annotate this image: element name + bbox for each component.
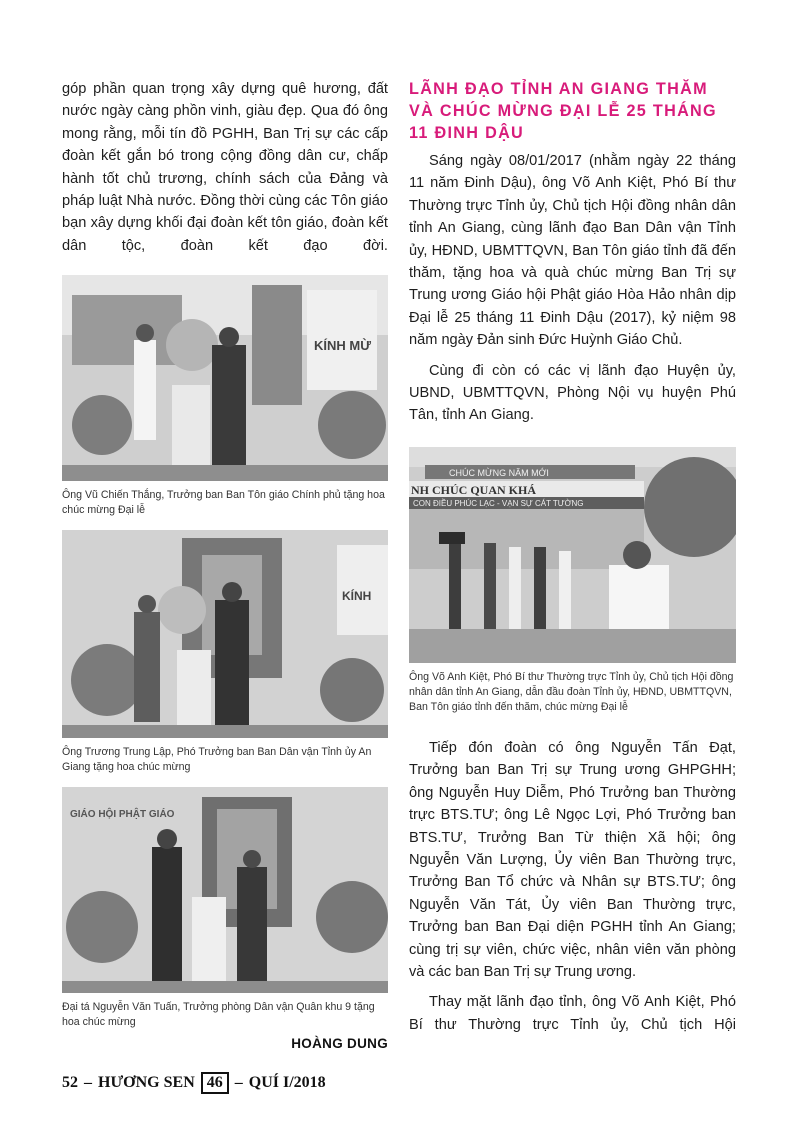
left-column	[62, 78, 388, 1030]
page-footer	[62, 1072, 326, 1094]
photo-ceremony-3	[62, 787, 388, 993]
article-paragraph: góp phần quan trọng xây dựng quê hương, đất nước ngày càng phồn vinh, giàu đẹp. Qua đó ông mong rằng, mỗi tín đồ PGHH, Ban Trị sự các cấp đoàn kết gắn bó trong cộng đồng dân cư, chấp hành tốt chủ trương, chính sách của Đảng và pháp luật Nhà nước. Đồng thời cùng các Tôn giáo bạn xây dựng khối đại đoàn kết tôn giáo, đoàn kết dân tộc, đoàn kết đạo đời.	[62, 81, 388, 254]
photo-delegation-visit	[409, 447, 736, 663]
photo-caption: Đại tá Nguyễn Văn Tuấn, Trưởng phòng Dân vận Quân khu 9 tặng hoa chúc mừng	[62, 1001, 375, 1029]
banner-text: CHÚC MỪNG NĂM MỚI	[449, 467, 549, 478]
banner-text: KÍNH MỪ	[314, 338, 372, 354]
author-signature: HOÀNG DUNG	[291, 1036, 388, 1051]
footer-dash: –	[84, 1074, 92, 1091]
photo-caption: Ông Trương Trung Lập, Phó Trưởng ban Ban Dân vận Tỉnh ủy An Giang tặng hoa chúc mừng	[62, 746, 372, 774]
photo-caption: Ông Võ Anh Kiệt, Phó Bí thư Thường trực Tỉnh ủy, Chủ tịch Hội đồng nhân dân tỉnh An Giang, dẫn đầu đoàn Tỉnh ủy, HĐND, UBMTTQVN, Ban Tôn giáo tỉnh đến thăm, chúc mừng Đại lễ	[409, 670, 734, 713]
article-headline: LÃNH ĐẠO TỈNH AN GIANG THĂM VÀ CHÚC MỪNG ĐẠI LỄ 25 THÁNG 11 ĐINH DẬU	[409, 80, 717, 142]
magazine-name: HƯƠNG SEN	[98, 1074, 195, 1091]
right-column	[409, 78, 736, 1036]
banner-text: GIÁO HỘI PHẬT GIÁO	[70, 809, 175, 821]
banner-text: NH CHÚC QUAN KHÁ	[411, 482, 536, 497]
page-number: 52	[62, 1074, 78, 1091]
issue-number: 46	[201, 1072, 229, 1094]
footer-dash: –	[234, 1074, 243, 1091]
photo-ceremony-1	[62, 275, 388, 481]
article-paragraph: Tiếp đón đoàn có ông Nguyễn Tấn Đạt, Trưởng ban Ban Trị sự Trung ương GHPGHH; ông Nguyễn Huy Diễm, Phó Trưởng ban Thường trực BTS.TƯ; ông Lê Ngọc Lợi, Phó Trưởng ban BTS.TƯ, Trưởng Ban Từ thiện Xã hội; ông Nguyễn Văn Lượng, Ủy viên Ban Thường trực, Trưởng Ban Tổ chức và Nhân sự BTS.TƯ; ông Nguyễn Văn Tát, Ủy viên Ban Thường trực, Trưởng ban Ban Đại diện PGHH tỉnh An Giang; cùng trị sự viên, chức việc, nhân viên văn phòng và các ban Ban Trị sự Trung ương.	[409, 739, 736, 980]
article-paragraph: Sáng ngày 08/01/2017 (nhằm ngày 22 tháng 11 năm Đinh Dậu), ông Võ Anh Kiệt, Phó Bí thư Thường trực Tỉnh ủy, Chủ tịch Hội đồng nhân dân tỉnh An Giang, cùng lãnh đạo Ban Dân vận Tỉnh ủy, HĐND, UBMTTQVN, Ban Tôn giáo tỉnh đã đến thăm, tặng hoa và quà chúc mừng Ban Trị sự Trung ương Giáo hội Phật giáo Hòa Hảo nhân dịp Đại lễ 25 tháng 11 Đinh Dậu (2017), kỷ niệm 98 năm ngày Đản sinh Đức Huỳnh Giáo Chủ.	[409, 153, 736, 349]
banner-text: CON ĐIỀU PHÚC LẠC - VẠN SỰ CÁT TƯỜNG	[413, 498, 584, 508]
article-paragraph: Cùng đi còn có các vị lãnh đạo Huyện ủy, UBND, UBMTTQVN, Phòng Nội vụ huyện Phú Tân, tỉnh An Giang.	[409, 362, 736, 424]
photo-ceremony-2	[62, 530, 388, 738]
banner-text: KÍNH	[342, 589, 372, 604]
photo-caption: Ông Vũ Chiến Thắng, Trưởng ban Ban Tôn giáo Chính phủ tặng hoa chúc mừng Đại lễ	[62, 489, 385, 517]
issue-quarter: QUÍ I/2018	[248, 1074, 326, 1091]
article-paragraph: Thay mặt lãnh đạo tỉnh, ông Võ Anh Kiệt, Phó Bí thư Thường trực Tỉnh ủy, Chủ tịch Hội	[409, 994, 736, 1033]
